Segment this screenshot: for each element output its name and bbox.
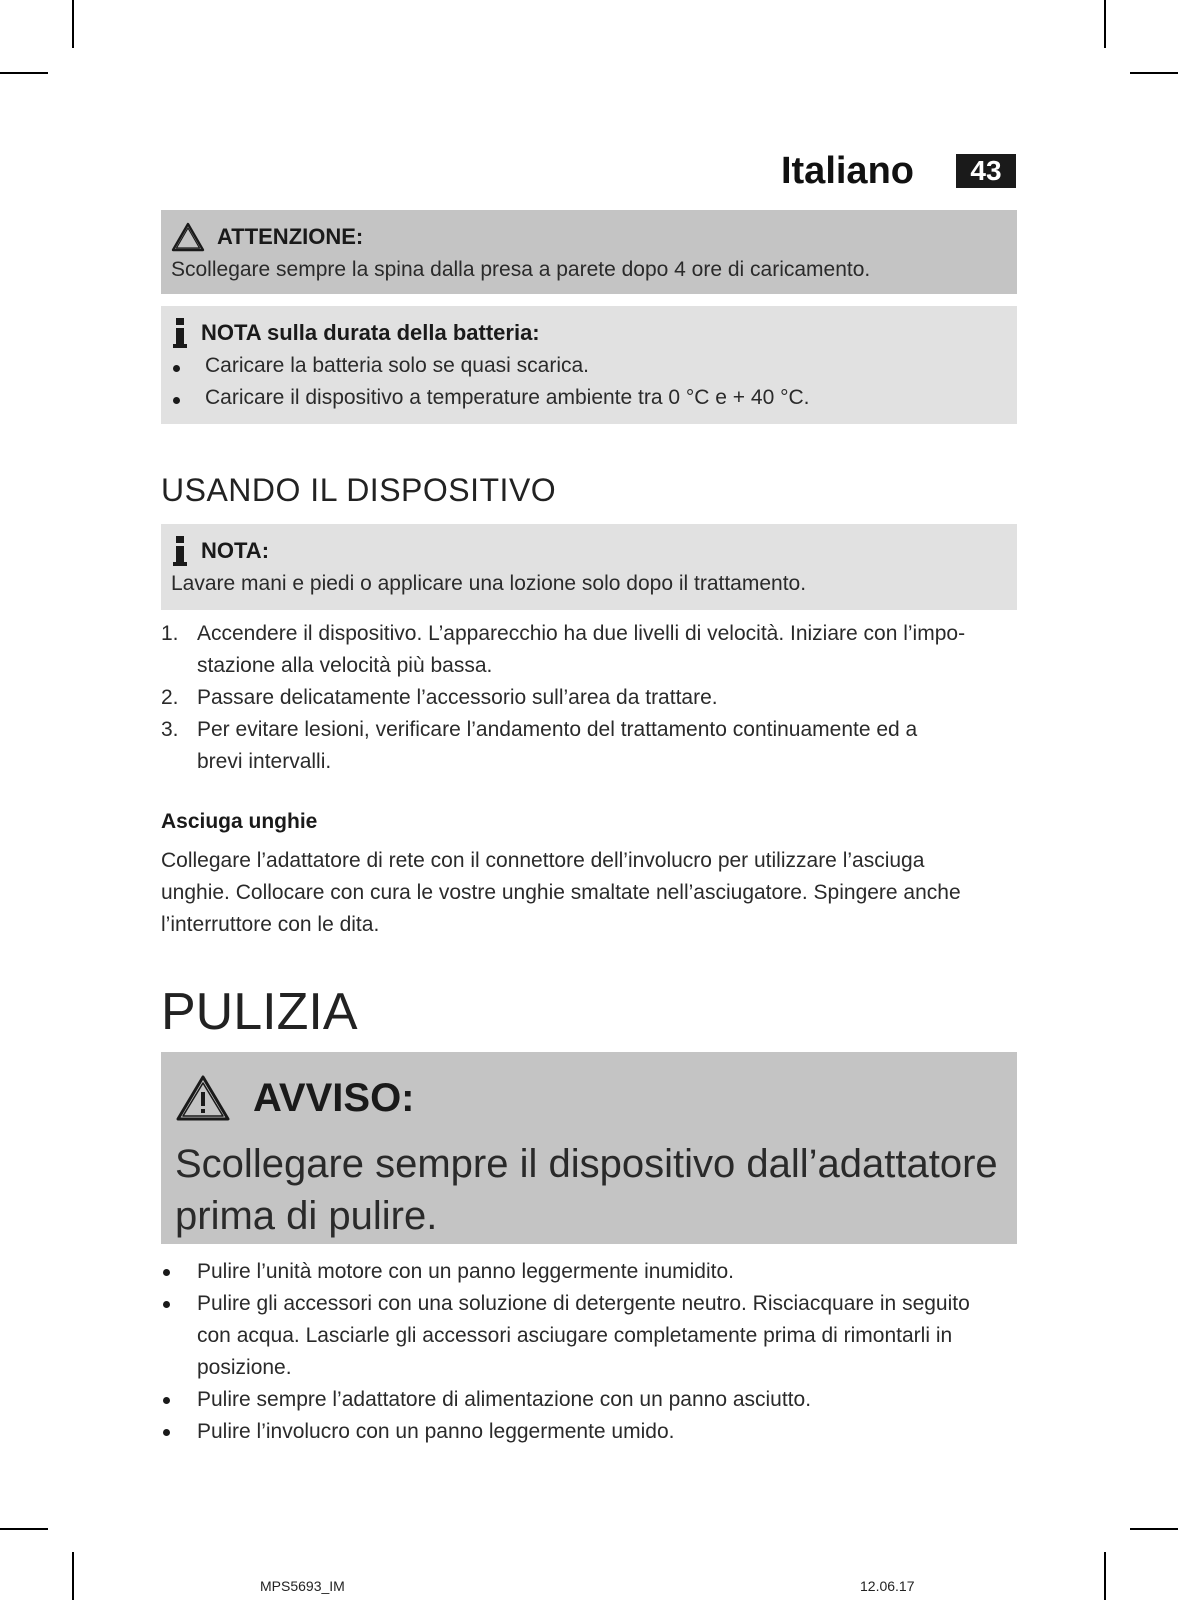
list-item: Caricare la batteria solo se quasi scarica. — [171, 354, 1007, 378]
list-item: Pulire l’unità motore con un panno leggermente inumidito. — [161, 1256, 1021, 1288]
cleaning-warning-title-row — [175, 1074, 1003, 1122]
crop-mark — [0, 1528, 48, 1530]
list-item: 2. Passare delicatamente l’accessorio sull’area da trattare. — [161, 686, 718, 709]
list-item: Caricare il dispositivo a temperature ambiente tra 0 °C e + 40 °C. — [171, 386, 1007, 410]
attention-text: Scollegare sempre la spina dalla presa a parete dopo 4 ore di caricamento. — [171, 258, 871, 281]
crop-mark — [1130, 1528, 1178, 1530]
subsection-title: Asciuga unghie — [161, 810, 318, 833]
attention-title: ATTENZIONE: — [217, 224, 364, 249]
list-item: Pulire l’involucro con un panno leggermente umido. — [161, 1416, 1021, 1448]
list-item: 1. Accendere il dispositivo. L’apparecchio ha due livelli di velocità. Iniziare con l’impo- stazione alla velocità più bassa. — [161, 622, 966, 677]
crop-mark — [72, 1552, 74, 1600]
crop-mark — [1104, 1552, 1106, 1600]
nail-dryer-paragraph: Collegare l’adattatore di rete con il connettore dell’involucro per utilizzare l’asciuga unghie. Collocare con cura le vostre unghie smaltate nell’asciugatore. Spingere anche l’interruttore con le dita. — [161, 849, 961, 936]
attention-box — [161, 210, 1017, 294]
cleaning-warning-title: AVVISO: — [253, 1075, 415, 1120]
section-heading: USANDO IL DISPOSITIVO — [161, 472, 557, 508]
footer-doc-code: MPS5693_IM — [260, 1578, 345, 1594]
page-number: 43 — [956, 154, 1016, 188]
warning-triangle-icon — [175, 1074, 231, 1122]
section-heading: PULIZIA — [161, 983, 358, 1041]
crop-mark — [1104, 0, 1106, 48]
list-item: Pulire gli accessori con una soluzione di detergente neutro. Risciacquare in seguito con acqua. Lasciarle gli accessori asciugare completamente prima di rimontarli in posizione. — [161, 1288, 1021, 1384]
info-icon — [171, 318, 189, 348]
battery-note-box — [161, 306, 1017, 424]
warning-triangle-icon — [171, 222, 205, 252]
cleaning-warning-box — [161, 1052, 1017, 1244]
crop-mark — [72, 0, 74, 48]
footer-date: 12.06.17 — [860, 1578, 915, 1594]
list-item: Pulire sempre l’adattatore di alimentazione con un panno asciutto. — [161, 1384, 1021, 1416]
list-item: 3. Per evitare lesioni, verificare l’andamento del trattamento continuamente ed a brevi intervalli. — [161, 718, 918, 773]
cleaning-warning-text: Scollegare sempre il dispositivo dall’adattatore prima di pulire. — [175, 1142, 998, 1238]
cleaning-list — [161, 1256, 1021, 1448]
page-language: Italiano — [780, 150, 914, 192]
usage-note-box — [161, 524, 1017, 610]
info-icon — [171, 536, 189, 566]
usage-note-text: Lavare mani e piedi o applicare una lozione solo dopo il trattamento. — [171, 572, 807, 595]
usage-steps — [161, 618, 1021, 778]
attention-title-row — [171, 222, 1007, 252]
battery-note-title: NOTA sulla durata della batteria: — [201, 320, 540, 345]
crop-mark — [1130, 72, 1178, 74]
battery-note-title-row — [171, 318, 1007, 348]
crop-mark — [0, 72, 48, 74]
usage-note-title: NOTA: — [201, 538, 270, 563]
usage-note-title-row — [171, 536, 1007, 566]
